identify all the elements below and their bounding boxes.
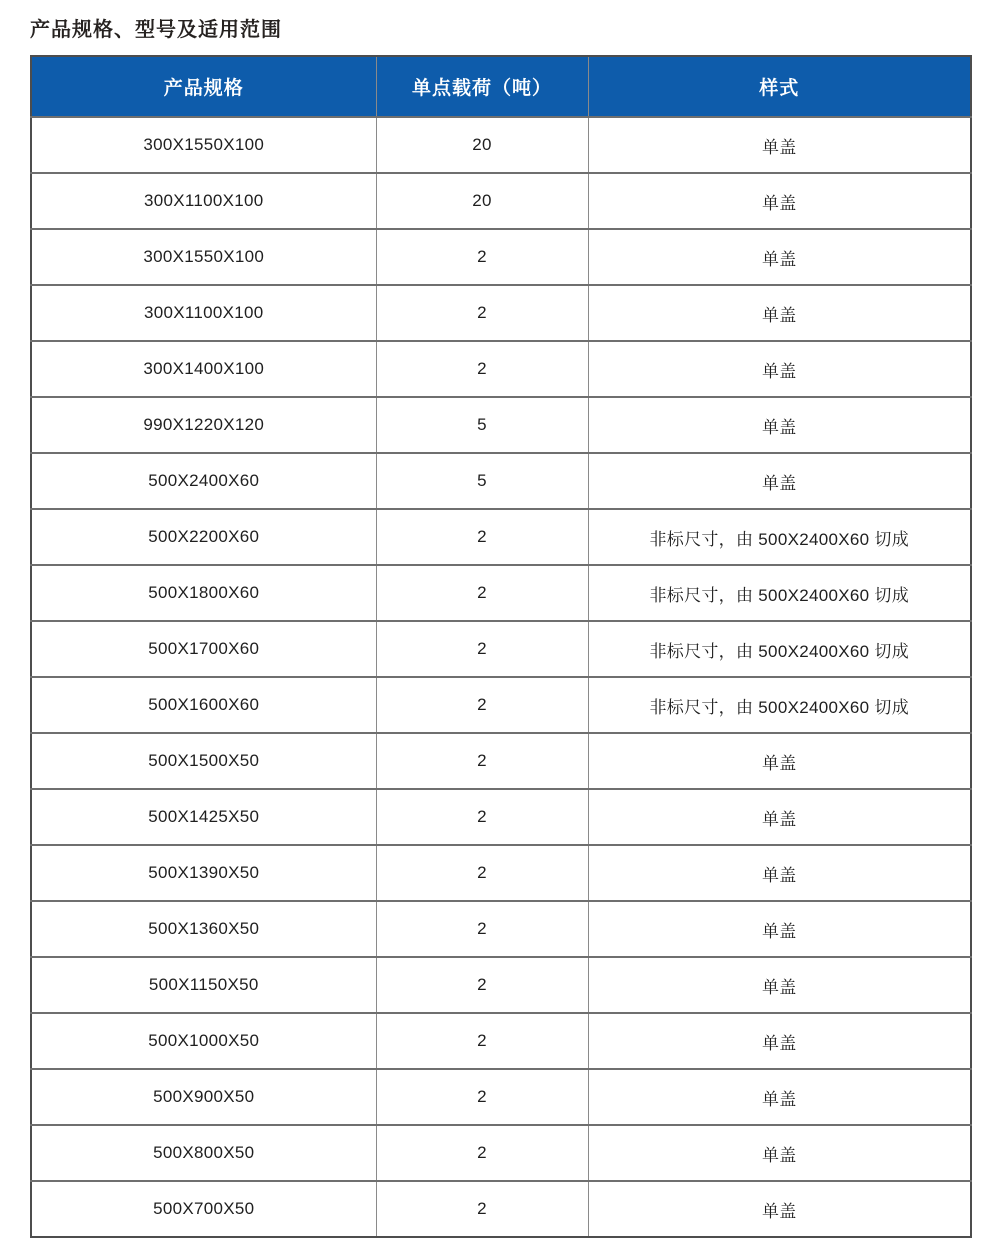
cell-style: 单盖	[588, 173, 971, 229]
cell-product-spec: 500X1425X50	[31, 789, 376, 845]
cell-product-spec: 500X700X50	[31, 1181, 376, 1237]
cell-single-point-load: 2	[376, 1125, 588, 1181]
table-header	[31, 56, 971, 117]
table-row	[31, 901, 971, 957]
cell-product-spec: 500X1600X60	[31, 677, 376, 733]
cell-single-point-load: 2	[376, 341, 588, 397]
cell-single-point-load: 2	[376, 1181, 588, 1237]
cell-single-point-load: 5	[376, 397, 588, 453]
table-row	[31, 677, 971, 733]
cell-product-spec: 500X1150X50	[31, 957, 376, 1013]
table-row	[31, 397, 971, 453]
cell-product-spec: 990X1220X120	[31, 397, 376, 453]
table-row	[31, 1013, 971, 1069]
cell-product-spec: 500X1390X50	[31, 845, 376, 901]
table-row	[31, 173, 971, 229]
cell-product-spec: 300X1400X100	[31, 341, 376, 397]
cell-style: 单盖	[588, 285, 971, 341]
cell-style: 非标尺寸，由 500X2400X60 切成	[588, 509, 971, 565]
table-row	[31, 229, 971, 285]
cell-product-spec: 500X2400X60	[31, 453, 376, 509]
cell-style: 单盖	[588, 1013, 971, 1069]
cell-style: 非标尺寸，由 500X2400X60 切成	[588, 565, 971, 621]
cell-style: 非标尺寸，由 500X2400X60 切成	[588, 621, 971, 677]
col-header-single-point-load: 单点载荷（吨）	[376, 56, 588, 117]
cell-style: 单盖	[588, 1181, 971, 1237]
cell-style: 单盖	[588, 789, 971, 845]
cell-product-spec: 300X1100X100	[31, 285, 376, 341]
cell-single-point-load: 2	[376, 901, 588, 957]
cell-single-point-load: 2	[376, 565, 588, 621]
cell-single-point-load: 5	[376, 453, 588, 509]
cell-style: 单盖	[588, 341, 971, 397]
cell-product-spec: 300X1550X100	[31, 117, 376, 173]
cell-style: 单盖	[588, 117, 971, 173]
cell-single-point-load: 20	[376, 173, 588, 229]
table-row	[31, 957, 971, 1013]
cell-single-point-load: 2	[376, 845, 588, 901]
cell-single-point-load: 2	[376, 1013, 588, 1069]
cell-style: 单盖	[588, 453, 971, 509]
cell-style: 单盖	[588, 957, 971, 1013]
cell-single-point-load: 2	[376, 957, 588, 1013]
cell-product-spec: 300X1550X100	[31, 229, 376, 285]
cell-single-point-load: 2	[376, 1069, 588, 1125]
table-row	[31, 621, 971, 677]
table-row	[31, 341, 971, 397]
cell-style: 单盖	[588, 397, 971, 453]
table-row	[31, 1181, 971, 1237]
cell-single-point-load: 2	[376, 733, 588, 789]
cell-product-spec: 500X800X50	[31, 1125, 376, 1181]
table-row	[31, 117, 971, 173]
table-row	[31, 565, 971, 621]
cell-single-point-load: 20	[376, 117, 588, 173]
table-body	[31, 117, 971, 1237]
cell-style: 单盖	[588, 229, 971, 285]
table-row	[31, 285, 971, 341]
cell-style: 非标尺寸，由 500X2400X60 切成	[588, 677, 971, 733]
table-row	[31, 733, 971, 789]
table-row	[31, 845, 971, 901]
cell-product-spec: 500X1500X50	[31, 733, 376, 789]
cell-product-spec: 300X1100X100	[31, 173, 376, 229]
col-header-style: 样式	[588, 56, 971, 117]
cell-product-spec: 500X1000X50	[31, 1013, 376, 1069]
cell-product-spec: 500X1800X60	[31, 565, 376, 621]
cell-product-spec: 500X1360X50	[31, 901, 376, 957]
table-row	[31, 509, 971, 565]
product-spec-table	[30, 55, 972, 1238]
cell-single-point-load: 2	[376, 621, 588, 677]
page-title: 产品规格、型号及适用范围	[30, 19, 282, 41]
cell-product-spec: 500X1700X60	[31, 621, 376, 677]
table-row	[31, 453, 971, 509]
table-header-row	[31, 56, 971, 117]
cell-single-point-load: 2	[376, 509, 588, 565]
col-header-product-spec: 产品规格	[31, 56, 376, 117]
cell-product-spec: 500X900X50	[31, 1069, 376, 1125]
table-row	[31, 1069, 971, 1125]
table-row	[31, 1125, 971, 1181]
cell-style: 单盖	[588, 845, 971, 901]
table-row	[31, 789, 971, 845]
cell-style: 单盖	[588, 901, 971, 957]
cell-style: 单盖	[588, 1125, 971, 1181]
cell-single-point-load: 2	[376, 285, 588, 341]
cell-style: 单盖	[588, 733, 971, 789]
cell-style: 单盖	[588, 1069, 971, 1125]
cell-product-spec: 500X2200X60	[31, 509, 376, 565]
cell-single-point-load: 2	[376, 677, 588, 733]
cell-single-point-load: 2	[376, 229, 588, 285]
cell-single-point-load: 2	[376, 789, 588, 845]
